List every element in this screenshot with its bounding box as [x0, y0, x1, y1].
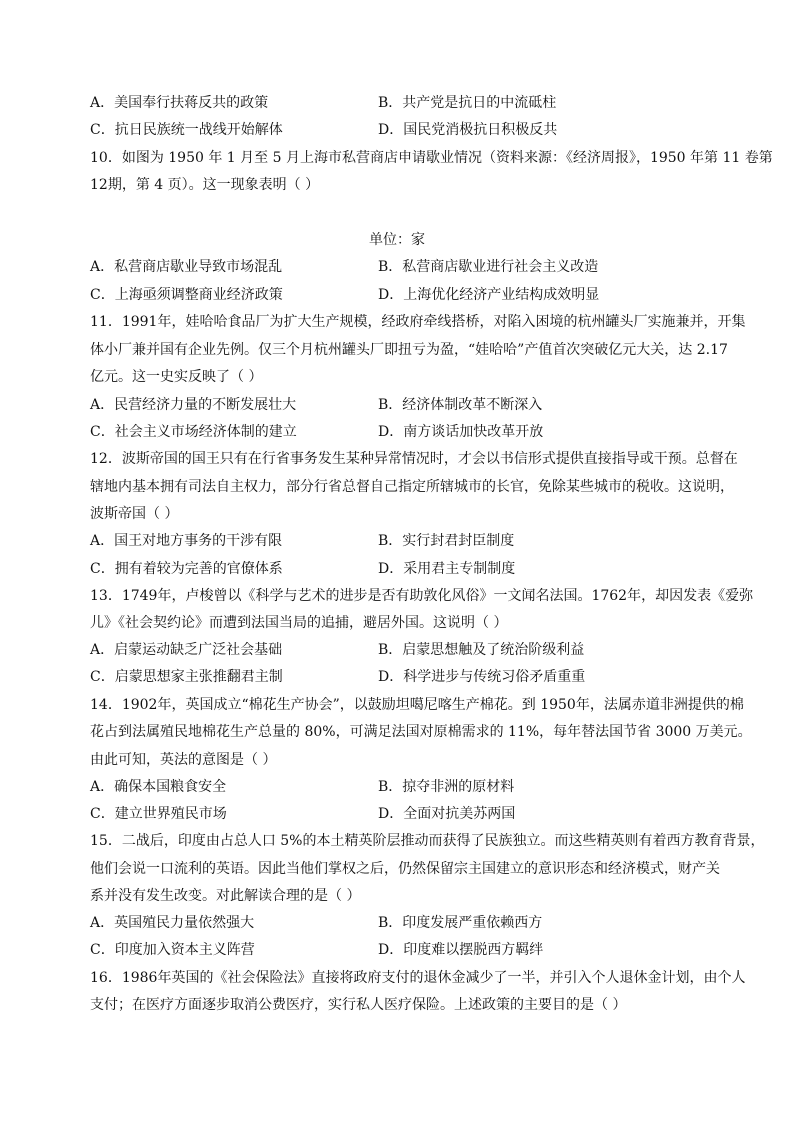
q13-option-d[interactable]: D．科学进步与传统习俗矛盾重重: [378, 669, 586, 685]
q15-option-d[interactable]: D．印度难以摆脱西方羁绊: [378, 942, 544, 958]
q10-option-a[interactable]: A．私营商店歇业导致市场混乱: [90, 259, 283, 275]
q15-stem-line-1: 15．二战后，印度由占总人口 5%的本土精英阶层推动而获得了民族独立。而这些精英则有着西方教育背景，: [90, 833, 765, 849]
q12-stem-line-3: 波斯帝国（ ）: [90, 506, 179, 522]
q11-option-b[interactable]: B．经济体制改革不断深入: [378, 397, 543, 413]
q13-option-c[interactable]: C．启蒙思想家主张推翻君主制: [90, 669, 283, 685]
q16-stem-line-1: 16．1986年英国的《社会保险法》直接将政府支付的退休金减少了一半，并引入个人退休金计划，由个人: [90, 970, 746, 986]
q10-option-b[interactable]: B．私营商店歇业进行社会主义改造: [378, 259, 599, 275]
q16-stem-line-2: 支付；在医疗方面逐步取消公费医疗，实行私人医疗保险。上述政策的主要目的是（ ）: [90, 997, 627, 1013]
q15-option-c[interactable]: C．印度加入资本主义阵营: [90, 942, 255, 958]
q11-option-c[interactable]: C．社会主义市场经济体制的建立: [90, 424, 297, 440]
q11-stem-line-2: 体小厂兼并国有企业先例。仅三个月杭州罐头厂即扭亏为盈，“娃哈哈”产值首次突破亿元大关，达 2.17: [90, 342, 728, 358]
q15-stem-line-3: 系并没有发生改变。对此解读合理的是（ ）: [90, 888, 361, 904]
q9-option-b[interactable]: B．共产党是抗日的中流砥柱: [378, 95, 557, 111]
q9-option-a[interactable]: A．美国奉行扶蒋反共的政策: [90, 95, 269, 111]
q10-stem-line-2: 12期，第 4 页）。这一现象表明（ ）: [90, 177, 320, 193]
q14-stem-line-3: 由此可知，英法的意图是（ ）: [90, 752, 277, 768]
q13-stem-line-2: 儿》《社会契约论》而遭到法国当局的追捕，避居外国。这说明（ ）: [90, 615, 508, 631]
q15-stem-line-2: 他们会说一口流利的英语。因此当他们掌权之后，仍然保留宗主国建立的意识形态和经济模式，财产关: [90, 861, 720, 877]
q13-option-a[interactable]: A．启蒙运动缺乏广泛社会基础: [90, 642, 283, 658]
q9-option-c[interactable]: C．抗日民族统一战线开始解体: [90, 122, 283, 138]
q10-option-c[interactable]: C．上海亟须调整商业经济政策: [90, 287, 283, 303]
q15-option-b[interactable]: B．印度发展严重依赖西方: [378, 915, 543, 931]
q12-option-d[interactable]: D．采用君主专制制度: [378, 561, 516, 577]
q15-option-a[interactable]: A．英国殖民力量依然强大: [90, 915, 255, 931]
q10-option-d[interactable]: D．上海优化经济产业结构成效明显: [378, 287, 600, 303]
q14-option-c[interactable]: C．建立世界殖民市场: [90, 806, 227, 822]
q14-option-b[interactable]: B．掠夺非洲的原材料: [378, 779, 515, 795]
q14-stem-line-1: 14．1902年，英国成立“棉花生产协会”，以鼓励坦噶尼喀生产棉花。到 1950年，法属赤道非洲提供的棉: [90, 697, 744, 713]
q14-stem-line-2: 花占到法属殖民地棉花生产总量的 80%，可满足法国对原棉需求的 11%，每年替法国节省 3000 万美元。: [90, 724, 752, 740]
q12-option-b[interactable]: B．实行封君封臣制度: [378, 533, 515, 549]
q12-option-c[interactable]: C．拥有着较为完善的官僚体系: [90, 561, 283, 577]
q10-chart-unit: 单位：家: [369, 232, 425, 248]
q11-option-a[interactable]: A．民营经济力量的不断发展壮大: [90, 397, 297, 413]
q9-option-d[interactable]: D．国民党消极抗日积极反共: [378, 122, 558, 138]
q10-stem-line-1: 10．如图为 1950 年 1 月至 5 月上海市私营商店申请歇业情况（资料来源：《经济周报》，1950 年第 11 卷第: [90, 150, 773, 166]
q11-stem-line-1: 11．1991年，娃哈哈食品厂为扩大生产规模，经政府牵线搭桥，对陷入困境的杭州罐头厂实施兼并，开集: [90, 314, 746, 330]
q14-option-a[interactable]: A．确保本国粮食安全: [90, 779, 227, 795]
q14-option-d[interactable]: D．全面对抗美苏两国: [378, 806, 516, 822]
q11-option-d[interactable]: D．南方谈话加快改革开放: [378, 424, 544, 440]
q12-stem-line-1: 12．波斯帝国的国王只有在行省事务发生某种异常情况时，才会以书信形式提供直接指导或干预。总督在: [90, 451, 738, 467]
q11-stem-line-3: 亿元。这一史实反映了（ ）: [90, 369, 263, 385]
q13-stem-line-1: 13．1749年，卢梭曾以《科学与艺术的进步是否有助敦化风俗》一文闻名法国。1762年，却因发表《爱弥: [90, 588, 754, 604]
q12-stem-line-2: 辖地内基本拥有司法自主权力，部分行省总督自己指定所辖城市的长官，免除某些城市的税收。这说明，: [90, 479, 734, 495]
q12-option-a[interactable]: A．国王对地方事务的干涉有限: [90, 533, 283, 549]
q13-option-b[interactable]: B．启蒙思想触及了统治阶级利益: [378, 642, 585, 658]
